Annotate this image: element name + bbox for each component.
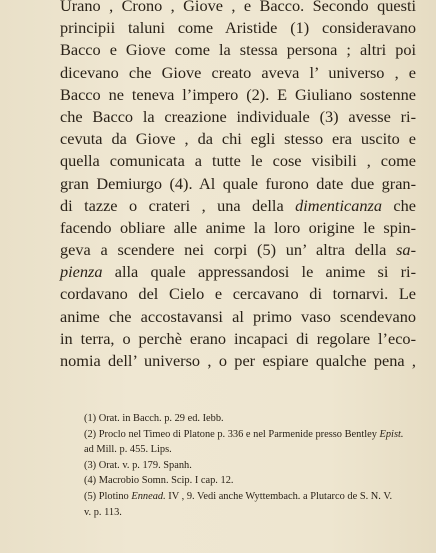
text-span: Bacco ne teneva l’impero (2). E Giuliano sostenne xyxy=(60,84,416,104)
italic-text: Ennead. xyxy=(131,490,166,502)
text-line xyxy=(60,39,416,61)
text-line xyxy=(60,306,416,328)
text-span: che Bacco la creazione individuale (3) avesse ri- xyxy=(60,106,416,126)
text-span: cordavano del Cielo e cercavano di tornarvi. Le xyxy=(60,284,416,304)
footnote xyxy=(84,411,420,427)
text-line xyxy=(60,261,416,283)
italic-text: dimenticanza xyxy=(295,195,382,215)
footnote xyxy=(84,427,420,443)
text-span: geva a scendere nei corpi (5) un’ altra della xyxy=(60,240,397,260)
text-line xyxy=(60,173,416,195)
text-line xyxy=(60,283,416,305)
text-span: in terra, o perchè erano incapaci di regolare l’eco- xyxy=(60,328,416,348)
text-line xyxy=(60,84,416,106)
text-line xyxy=(60,239,416,261)
text-line xyxy=(60,150,416,172)
text-span: ad Mill. p. 455. Lips. xyxy=(84,444,172,456)
text-span: IV , 9. Vedi anche Wyttembach. a Plutarco de S. N. V. xyxy=(165,490,393,502)
text-span: (2) Proclo nel Timeo di Platone p. 336 e nel Parmenide presso Bentley xyxy=(84,428,380,440)
text-line xyxy=(60,106,416,128)
text-line xyxy=(60,328,416,350)
text-span: quella comunicata a tutte le cose visibili , come xyxy=(60,151,416,171)
text-span: (3) Orat. v. p. 179. Spanh. xyxy=(84,459,192,471)
text-span: alla quale appressandosi le anime si ri- xyxy=(102,262,416,282)
text-line xyxy=(60,0,416,17)
text-span: gran Demiurgo (4). Al quale furono date due gran- xyxy=(60,173,416,193)
text-span: cevuta da Giove , da chi egli stesso era uscito e xyxy=(60,129,416,149)
footnote xyxy=(84,458,420,474)
footnote xyxy=(84,505,420,521)
italic-text: Epist. xyxy=(379,428,404,440)
text-span: (1) Orat. in Bacch. p. 29 ed. Iebb. xyxy=(84,413,224,424)
footnote xyxy=(84,489,420,505)
text-span: Bacco e Giove come la stessa persona ; altri poi xyxy=(60,40,416,60)
text-span: principii taluni come Aristide (1) consideravano xyxy=(60,18,416,38)
text-line xyxy=(60,350,416,372)
text-line xyxy=(60,62,416,84)
text-span: (4) Macrobio Somn. Scip. I cap. 12. xyxy=(84,475,234,487)
text-line xyxy=(60,195,416,217)
text-span: dicevano che Giove creato aveva l’ universo , e xyxy=(60,62,416,82)
text-span: Urano , Crono , Giove , e Bacco. Secondo questi xyxy=(60,0,416,15)
footnotes xyxy=(84,411,420,520)
text-line xyxy=(60,17,416,39)
text-line xyxy=(60,128,416,150)
text-span: anime che accostavansi al primo vaso scendevano xyxy=(60,306,416,326)
text-span: (5) Plotino xyxy=(84,490,132,502)
footnote xyxy=(84,442,420,458)
text-span: v. p. 113. xyxy=(84,506,122,518)
text-line xyxy=(60,217,416,239)
footnote xyxy=(84,473,420,489)
text-span: nomia dell’ universo , o per espiare qualche pena , xyxy=(60,351,416,370)
italic-text: sa- xyxy=(396,240,416,260)
text-span: che xyxy=(381,195,417,215)
text-span: facendo obliare alle anime la loro origine le spin- xyxy=(60,217,416,237)
italic-text: pienza xyxy=(60,262,103,282)
main-text xyxy=(60,0,416,372)
text-span: di tazze o crateri , una della xyxy=(60,195,296,215)
